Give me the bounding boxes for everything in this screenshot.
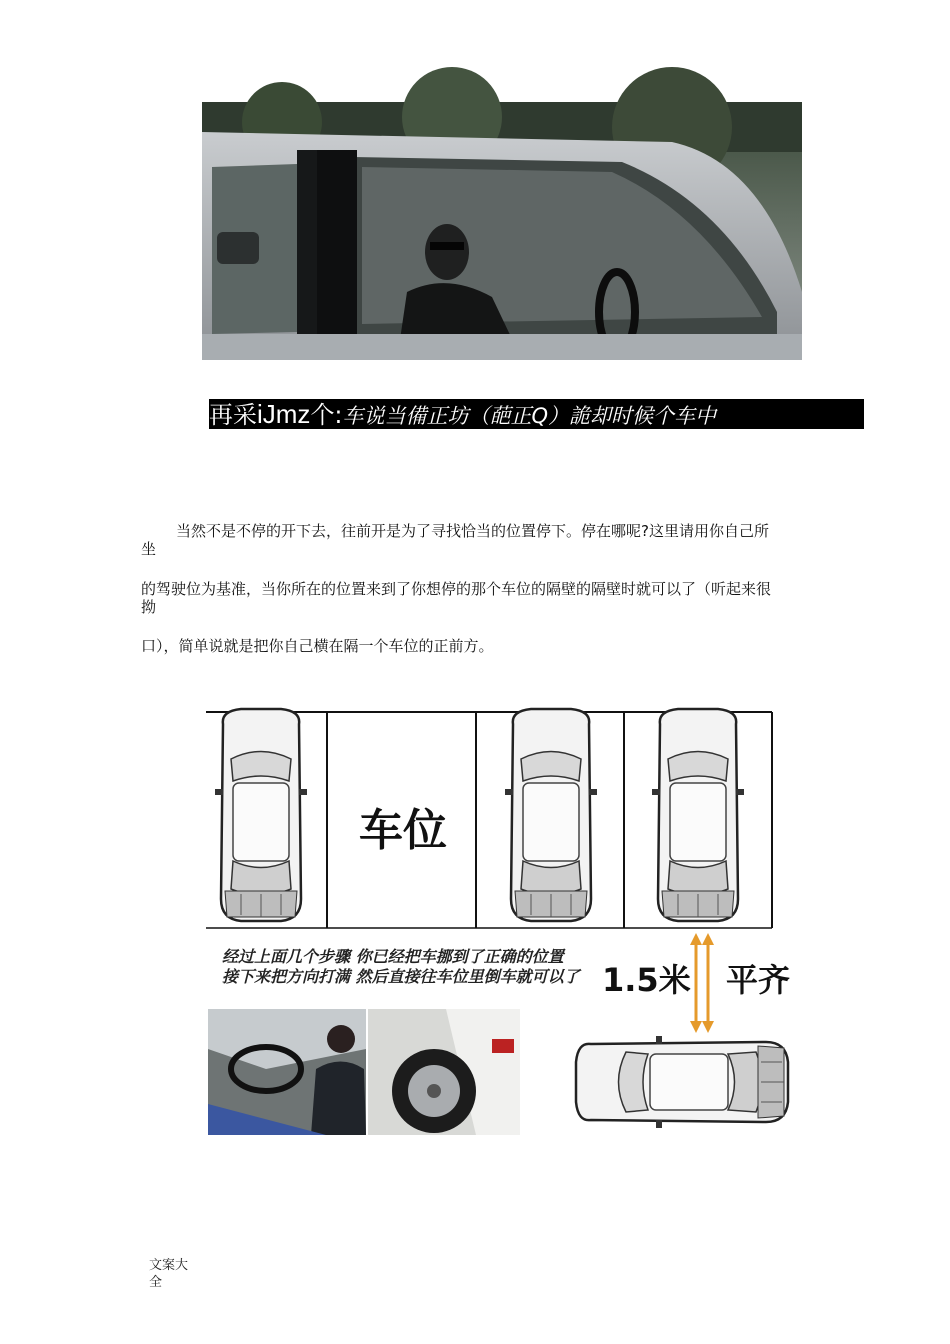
paragraph-1-line-2: 坐 — [141, 540, 157, 558]
driver-photo — [208, 1009, 366, 1135]
caption-part-2: iJmz — [257, 399, 311, 429]
footer-note — [149, 1257, 193, 1291]
instruction-line-1: 经过上面几个步骤 你已经把车挪到了正确的位置 — [222, 947, 564, 966]
parked-car-3 — [652, 709, 744, 921]
paragraph-2 — [141, 580, 861, 616]
car-window-photo — [202, 102, 802, 360]
instruction-line-2: 接下来把方向打满 然后直接往车位里倒车就可以了 — [222, 967, 580, 986]
paragraph-2-line-1: 的驾驶位为基准，当你所在的位置来到了你想停的那个车位的隔壁的隔壁时就可以了（听起来很 — [141, 580, 772, 598]
parked-car-1 — [215, 709, 307, 921]
paragraph-3-line-1: 口），简单说就是把你自己横在隔一个车位的正前方。 — [141, 637, 494, 655]
maneuvering-car — [576, 1036, 788, 1128]
parked-car-2 — [505, 709, 597, 921]
paragraph-3 — [141, 637, 861, 655]
paragraph-1-line-1: 当然不是不停的开下去，往前开是为了寻找恰当的位置停下。停在哪呢?这里请用你自己所 — [176, 522, 769, 540]
caption-part-3: 个: — [310, 401, 343, 429]
align-label: 平齐 — [726, 961, 791, 999]
parking-diagram — [206, 709, 791, 1139]
paragraph-1 — [141, 522, 861, 558]
distance-label: 1.5米 — [602, 961, 691, 999]
distance-arrows — [690, 933, 714, 1033]
caption-part-4: 车说当備正坊（葩正Q）詭却时候个车中 — [342, 404, 717, 428]
photo-caption-bar — [209, 399, 864, 429]
footer-line-1: 文案大 — [149, 1258, 189, 1273]
caption-part-1: 再采 — [209, 401, 257, 429]
empty-slot-label: 车位 — [359, 805, 447, 856]
footer-line-2: 全 — [149, 1275, 163, 1290]
wheel-photo — [368, 1009, 520, 1135]
paragraph-2-line-2: 拗 — [141, 598, 157, 616]
